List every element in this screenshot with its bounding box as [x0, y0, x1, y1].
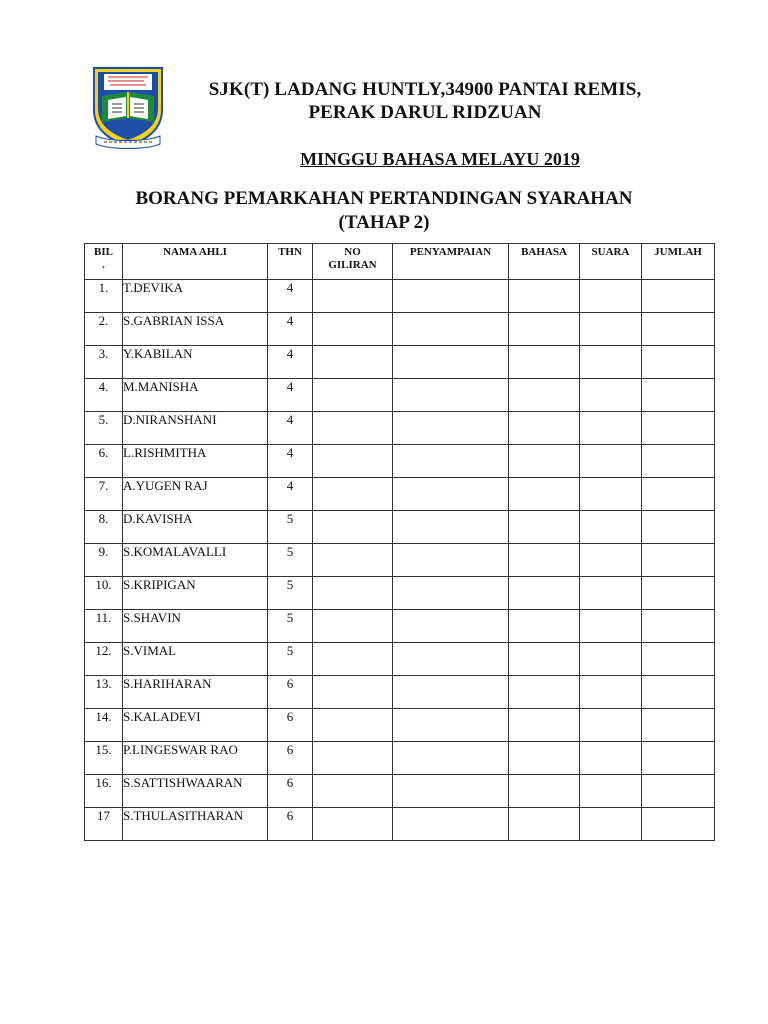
row-giliran-cell[interactable]: [313, 676, 393, 709]
row-bahasa-cell[interactable]: [509, 544, 580, 577]
row-giliran-cell[interactable]: [313, 709, 393, 742]
row-giliran-cell[interactable]: [313, 313, 393, 346]
row-thn-cell: 4: [268, 445, 313, 478]
table-row: [85, 610, 715, 643]
row-bahasa-cell[interactable]: [509, 808, 580, 841]
row-bil-cell: 9.: [85, 544, 123, 577]
row-suara-cell[interactable]: [580, 709, 642, 742]
row-penyampaian-cell[interactable]: [393, 445, 509, 478]
row-bahasa-cell[interactable]: [509, 610, 580, 643]
col-header-thn: THN: [268, 244, 313, 280]
col-header-jumlah: JUMLAH: [642, 244, 715, 280]
row-thn-cell: 4: [268, 412, 313, 445]
row-jumlah-cell[interactable]: [642, 775, 715, 808]
col-header-suara: SUARA: [580, 244, 642, 280]
row-suara-cell[interactable]: [580, 577, 642, 610]
row-bahasa-cell[interactable]: [509, 445, 580, 478]
row-bil-cell: 15.: [85, 742, 123, 775]
row-suara-cell[interactable]: [580, 511, 642, 544]
col-header-giliran: NO GILIRAN: [313, 244, 393, 280]
row-thn-cell: 6: [268, 676, 313, 709]
row-suara-cell[interactable]: [580, 643, 642, 676]
row-penyampaian-cell[interactable]: [393, 280, 509, 313]
row-jumlah-cell[interactable]: [642, 808, 715, 841]
row-bil-cell: 2.: [85, 313, 123, 346]
table-row: [85, 445, 715, 478]
row-bahasa-cell[interactable]: [509, 313, 580, 346]
row-suara-cell[interactable]: [580, 610, 642, 643]
row-thn-cell: 4: [268, 379, 313, 412]
row-thn-cell: 5: [268, 511, 313, 544]
row-penyampaian-cell[interactable]: [393, 709, 509, 742]
col-header-bahasa: BAHASA: [509, 244, 580, 280]
row-giliran-cell[interactable]: [313, 742, 393, 775]
row-jumlah-cell[interactable]: [642, 610, 715, 643]
table-row: [85, 775, 715, 808]
row-suara-cell[interactable]: [580, 808, 642, 841]
table-row: [85, 313, 715, 346]
row-penyampaian-cell[interactable]: [393, 379, 509, 412]
row-bahasa-cell[interactable]: [509, 346, 580, 379]
row-bahasa-cell[interactable]: [509, 643, 580, 676]
row-bahasa-cell[interactable]: [509, 775, 580, 808]
row-nama-cell: S.GABRIAN ISSA: [123, 313, 268, 346]
row-giliran-cell[interactable]: [313, 412, 393, 445]
row-giliran-cell[interactable]: [313, 478, 393, 511]
row-bahasa-cell[interactable]: [509, 379, 580, 412]
row-nama-cell: S.KOMALAVALLI: [123, 544, 268, 577]
table-row: [85, 544, 715, 577]
row-giliran-cell[interactable]: [313, 280, 393, 313]
row-bahasa-cell[interactable]: [509, 742, 580, 775]
table-row: [85, 379, 715, 412]
row-giliran-cell[interactable]: [313, 445, 393, 478]
row-nama-cell: P.LINGESWAR RAO: [123, 742, 268, 775]
row-nama-cell: Y.KABILAN: [123, 346, 268, 379]
row-nama-cell: M.MANISHA: [123, 379, 268, 412]
row-penyampaian-cell[interactable]: [393, 808, 509, 841]
row-jumlah-cell[interactable]: [642, 742, 715, 775]
row-jumlah-cell[interactable]: [642, 544, 715, 577]
row-thn-cell: 4: [268, 313, 313, 346]
row-jumlah-cell[interactable]: [642, 379, 715, 412]
row-jumlah-cell[interactable]: [642, 676, 715, 709]
row-bil-cell: 8.: [85, 511, 123, 544]
row-bil-cell: 3.: [85, 346, 123, 379]
row-nama-cell: S.KALADEVI: [123, 709, 268, 742]
row-jumlah-cell[interactable]: [642, 643, 715, 676]
school-name-line-2: PERAK DARUL RIDZUAN: [308, 102, 542, 123]
score-table: [84, 243, 715, 841]
row-penyampaian-cell[interactable]: [393, 313, 509, 346]
table-row: [85, 808, 715, 841]
row-bil-cell: 6.: [85, 445, 123, 478]
col-header-penyampaian: PENYAMPAIAN: [393, 244, 509, 280]
row-bahasa-cell[interactable]: [509, 511, 580, 544]
row-nama-cell: S.VIMAL: [123, 643, 268, 676]
col-header-nama: NAMA AHLI: [123, 244, 268, 280]
row-nama-cell: D.NIRANSHANI: [123, 412, 268, 445]
row-jumlah-cell[interactable]: [642, 709, 715, 742]
row-bil-cell: 13.: [85, 676, 123, 709]
row-thn-cell: 5: [268, 643, 313, 676]
row-nama-cell: L.RISHMITHA: [123, 445, 268, 478]
row-giliran-cell[interactable]: [313, 808, 393, 841]
row-suara-cell[interactable]: [580, 280, 642, 313]
table-row: [85, 709, 715, 742]
row-penyampaian-cell[interactable]: [393, 643, 509, 676]
table-row: [85, 742, 715, 775]
row-penyampaian-cell[interactable]: [393, 478, 509, 511]
row-bil-cell: 14.: [85, 709, 123, 742]
row-giliran-cell[interactable]: [313, 643, 393, 676]
row-giliran-cell[interactable]: [313, 346, 393, 379]
row-penyampaian-cell[interactable]: [393, 610, 509, 643]
table-row: [85, 478, 715, 511]
row-penyampaian-cell[interactable]: [393, 742, 509, 775]
table-row: [85, 346, 715, 379]
table-row: [85, 511, 715, 544]
row-giliran-cell[interactable]: [313, 577, 393, 610]
row-bil-cell: 1.: [85, 280, 123, 313]
row-bil-cell: 10.: [85, 577, 123, 610]
row-giliran-cell[interactable]: [313, 511, 393, 544]
row-nama-cell: A.YUGEN RAJ: [123, 478, 268, 511]
row-bahasa-cell[interactable]: [509, 280, 580, 313]
row-giliran-cell[interactable]: [313, 610, 393, 643]
school-name-line-1: SJK(T) LADANG HUNTLY,34900 PANTAI REMIS,: [208, 79, 642, 100]
row-bil-cell: 7.: [85, 478, 123, 511]
row-penyampaian-cell[interactable]: [393, 511, 509, 544]
row-suara-cell[interactable]: [580, 412, 642, 445]
row-giliran-cell[interactable]: [313, 544, 393, 577]
table-row: [85, 412, 715, 445]
event-title: MINGGU BAHASA MELAYU 2019: [300, 149, 580, 169]
row-penyampaian-cell[interactable]: [393, 346, 509, 379]
row-thn-cell: 6: [268, 709, 313, 742]
row-thn-cell: 4: [268, 478, 313, 511]
row-nama-cell: T.DEVIKA: [123, 280, 268, 313]
table-header-row: [85, 244, 715, 280]
row-penyampaian-cell[interactable]: [393, 775, 509, 808]
form-title-line-1: BORANG PEMARKAHAN PERTANDINGAN SYARAHAN: [135, 188, 633, 209]
row-thn-cell: 4: [268, 346, 313, 379]
row-giliran-cell[interactable]: [313, 775, 393, 808]
row-jumlah-cell[interactable]: [642, 346, 715, 379]
table-row: [85, 577, 715, 610]
row-penyampaian-cell[interactable]: [393, 412, 509, 445]
table-row: [85, 676, 715, 709]
row-nama-cell: S.SATTISHWAARAN: [123, 775, 268, 808]
row-jumlah-cell[interactable]: [642, 412, 715, 445]
row-thn-cell: 5: [268, 544, 313, 577]
form-title-line-2: (TAHAP 2): [338, 212, 430, 233]
row-suara-cell[interactable]: [580, 775, 642, 808]
row-bil-cell: 4.: [85, 379, 123, 412]
row-thn-cell: 5: [268, 610, 313, 643]
col-header-bil: BIL .: [85, 244, 123, 280]
row-nama-cell: S.SHAVIN: [123, 610, 268, 643]
row-suara-cell[interactable]: [580, 379, 642, 412]
row-thn-cell: 6: [268, 775, 313, 808]
table-row: [85, 643, 715, 676]
row-jumlah-cell[interactable]: [642, 280, 715, 313]
row-bahasa-cell[interactable]: [509, 577, 580, 610]
row-thn-cell: 6: [268, 742, 313, 775]
row-nama-cell: D.KAVISHA: [123, 511, 268, 544]
row-penyampaian-cell[interactable]: [393, 544, 509, 577]
row-jumlah-cell[interactable]: [642, 445, 715, 478]
row-jumlah-cell[interactable]: [642, 577, 715, 610]
row-bil-cell: 11.: [85, 610, 123, 643]
row-suara-cell[interactable]: [580, 346, 642, 379]
row-suara-cell[interactable]: [580, 313, 642, 346]
row-suara-cell[interactable]: [580, 742, 642, 775]
row-jumlah-cell[interactable]: [642, 511, 715, 544]
row-bahasa-cell[interactable]: [509, 709, 580, 742]
row-penyampaian-cell[interactable]: [393, 577, 509, 610]
row-suara-cell[interactable]: [580, 478, 642, 511]
row-suara-cell[interactable]: [580, 676, 642, 709]
row-bahasa-cell[interactable]: [509, 676, 580, 709]
school-crest: [90, 66, 166, 150]
row-jumlah-cell[interactable]: [642, 313, 715, 346]
row-thn-cell: 4: [268, 280, 313, 313]
table-row: [85, 280, 715, 313]
row-thn-cell: 5: [268, 577, 313, 610]
row-nama-cell: S.KRIPIGAN: [123, 577, 268, 610]
row-penyampaian-cell[interactable]: [393, 676, 509, 709]
row-nama-cell: S.HARIHARAN: [123, 676, 268, 709]
row-bil-cell: 17: [85, 808, 123, 841]
row-nama-cell: S.THULASITHARAN: [123, 808, 268, 841]
row-thn-cell: 6: [268, 808, 313, 841]
row-jumlah-cell[interactable]: [642, 478, 715, 511]
row-giliran-cell[interactable]: [313, 379, 393, 412]
row-bahasa-cell[interactable]: [509, 478, 580, 511]
row-bil-cell: 5.: [85, 412, 123, 445]
row-bahasa-cell[interactable]: [509, 412, 580, 445]
row-suara-cell[interactable]: [580, 544, 642, 577]
row-bil-cell: 16.: [85, 775, 123, 808]
row-bil-cell: 12.: [85, 643, 123, 676]
row-suara-cell[interactable]: [580, 445, 642, 478]
